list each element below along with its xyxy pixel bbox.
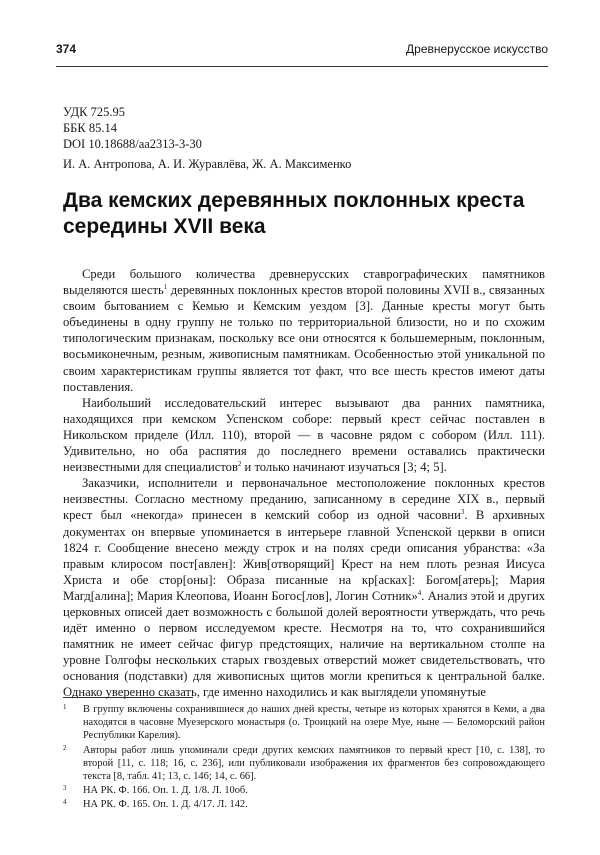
footnote-number: 4 bbox=[63, 798, 67, 807]
bbk-code: ББК 85.14 bbox=[63, 121, 117, 135]
footnote-text: Авторы работ лишь упоминали среди других кемских памятников то первый крест [10, с. 138], то второй [11, с. 118; 16, с. 236], или публиковали изображения их фрагментов без сопровождающего текста [8, табл. 41; 13, с. 146; 14, с. 66]. bbox=[83, 744, 545, 783]
running-header bbox=[56, 42, 548, 62]
footnote-ref[interactable]: 2 bbox=[237, 459, 242, 468]
paragraph bbox=[63, 475, 545, 700]
udk-code: УДК 725.95 bbox=[63, 105, 125, 119]
paragraph-text: . В архивных документах он впервые упоминается в интерьере главной Успенской церкви в описи 1824 г. Сообщение внесено между строк и на полях среди описания убранства: «За правым клиросом пост[авлен]: Жив[отворящий] Крест на нем плоть резная Иисуса Христа и обе стор[оны]: Образа писанные на кр[асках]: Богом[атерь]; Мария Магд[алина]; Мария Клеопова, Иоанн Богос[лов], Логин Сотник» bbox=[63, 508, 545, 603]
header-divider bbox=[56, 66, 548, 67]
page-number: 374 bbox=[56, 42, 77, 56]
paragraph-text: . Анализ этой и других церковных описей дает возможность с большой долей вероятности утверждать, что речь идёт именно о первом исследуемом кресте. Несмотря на то, что сохранившийся памятник не имеет сейчас фигур предстоящих, наличие на вертикальном столпе на уровне Голгофы нескольких старых гвоздевых отверстий может свидетельствовать, что основания (подставки) для живописных щитов могли крепиться к центральной балке. Однако уверенно сказать, где именно находились и как выглядели упомянутые bbox=[63, 588, 545, 700]
paragraph-text: Наибольший исследовательский интерес вызывают два ранних памятника, находящихся при кемском Успенском соборе: первый крест сейчас поставлен в Никольском приделе (Илл. 110), второй — в часовне рядом с собором (Илл. 111). Удивительно, но оба распятия до последнего времени оставались практически неизвестными для специалистов bbox=[63, 395, 545, 475]
doi: DOI 10.18688/aa2313-3-30 bbox=[63, 137, 202, 151]
footnote-number: 1 bbox=[63, 703, 67, 711]
paragraph-text: и только начинают изучаться [3; 4; 5]. bbox=[241, 460, 447, 475]
authors: И. А. Антропова, А. И. Журавлёва, Ж. А. Максименко bbox=[63, 157, 352, 171]
footnote-text: НА РК. Ф. 165. Оп. 1. Д. 4/17. Л. 142. bbox=[83, 799, 248, 811]
footnote bbox=[63, 703, 545, 743]
footnote-text: В группу включены сохранившиеся до наших дней кресты, четыре из которых хранятся в Кеми, а два находятся в часовне Муезерского монастыря (о. Троицкий на озере Муе, ныне — Беломорский район Республики Карелия). bbox=[83, 704, 545, 742]
paragraph-text: Среди большого количества древнерусских ставрографических памятников выделяются шесть bbox=[63, 267, 545, 298]
article-body bbox=[63, 266, 545, 701]
footnote bbox=[63, 744, 545, 784]
footnote-ref[interactable]: 1 bbox=[163, 282, 168, 291]
footnote-number: 2 bbox=[63, 743, 67, 752]
footnote-ref[interactable]: 4 bbox=[417, 588, 422, 597]
footnote bbox=[63, 798, 545, 811]
paragraph-text: Заказчики, исполнители и первоначальное местоположение поклонных крестов неизвестны. Согласно местному преданию, записанному в середине XIX в., первый крест был «некогда» принесен в кемский собор из одной часовни bbox=[63, 476, 545, 523]
footnote bbox=[63, 784, 545, 797]
footnote-number: 3 bbox=[63, 784, 67, 793]
footnote-ref[interactable]: 3 bbox=[460, 508, 465, 517]
article-title: Два кемских деревянных поклонных креста середины XVII века bbox=[63, 189, 525, 238]
classification-block bbox=[63, 104, 202, 152]
footnote-text: НА РК. Ф. 166. Оп. 1. Д. 1/8. Л. 10об. bbox=[83, 785, 248, 797]
footnote-divider bbox=[63, 697, 193, 698]
journal-name: Древнерусское искусство bbox=[406, 42, 548, 56]
paragraph bbox=[63, 266, 545, 395]
paragraph-text: деревянных поклонных крестов второй половины XVII в., связанных своим бытованием с Кемью и Кемским уездом [3]. Данные кресты могут быть объединены в одну группу не только по территориальной близости, но и по схожим типологическим признакам, поскольку все они относятся к большемерным, поклонным, восьмиконечным, резным, живописным памятникам. Особенностью этой уникальной по своим характеристикам группы является тот факт, что все шесть крестов имеют даты поставления. bbox=[63, 283, 545, 394]
paragraph bbox=[63, 395, 545, 475]
footnotes bbox=[63, 703, 545, 813]
